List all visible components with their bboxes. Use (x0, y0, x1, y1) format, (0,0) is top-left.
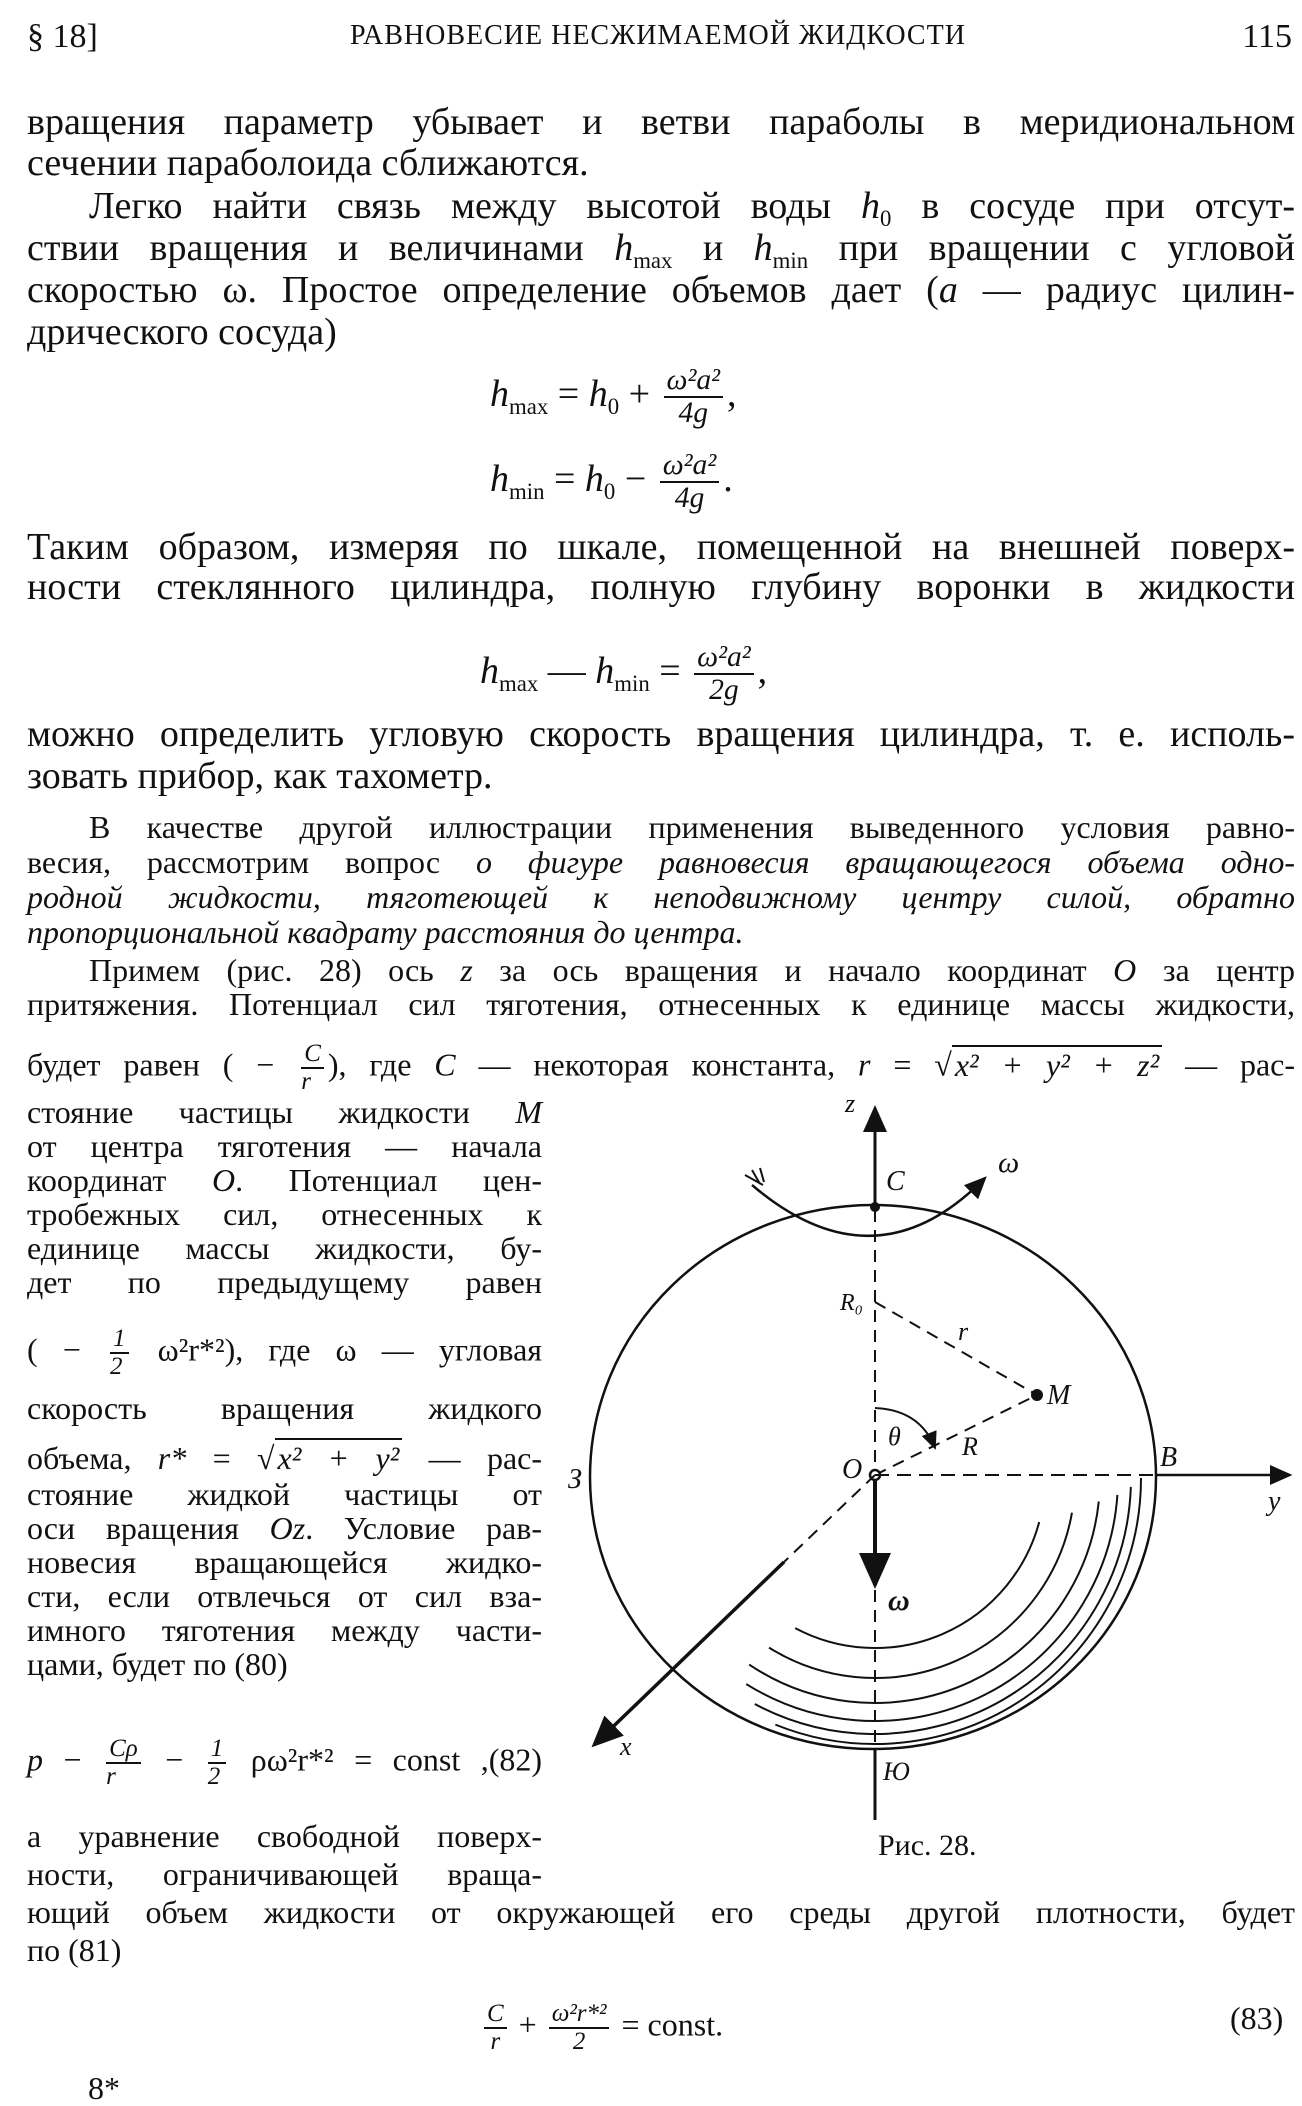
text: оси вращения (27, 1510, 270, 1546)
text: . Потенциал цен- (235, 1162, 542, 1198)
label-x: x (620, 1732, 632, 1761)
subscript: max (509, 393, 549, 419)
text: от центра тяготения — начала (27, 1128, 542, 1164)
numerator: ω²a² (694, 642, 754, 675)
label-y: y (1268, 1486, 1281, 1517)
numerator: 1 (208, 1736, 226, 1764)
text: тробежных сил, отнесенных к (27, 1196, 542, 1232)
text: за центр (1136, 952, 1296, 988)
label-omega-axis: ω (888, 1584, 910, 1617)
text: (83) (1230, 2000, 1284, 2036)
denominator: 4g (678, 397, 709, 430)
text: + (510, 2006, 545, 2043)
math-symbol: h (480, 649, 499, 692)
numerator: ω²a² (660, 450, 720, 483)
label-r: r (958, 1317, 969, 1346)
math-symbol: h (614, 227, 634, 269)
denominator: 2 (572, 2028, 586, 2056)
numerator: Cρ (106, 1736, 141, 1764)
text: координат (27, 1162, 212, 1198)
denominator: 4g (674, 482, 705, 515)
denominator: 2g (709, 674, 739, 707)
numerator: ω²a² (664, 365, 724, 398)
point-c (870, 1202, 880, 1212)
label-theta: θ (888, 1422, 901, 1451)
text: — радиус цилин- (957, 269, 1295, 311)
text: − (615, 457, 656, 500)
text: , (757, 649, 768, 692)
denominator: r (106, 1763, 116, 1791)
text: − (144, 1741, 204, 1778)
point-m (1031, 1389, 1043, 1401)
text: 8* (88, 2070, 120, 2106)
isobar-arc (755, 1487, 1131, 1734)
text: единице массы жидкости, бу- (27, 1230, 542, 1266)
running-title: РАВНОВЕСИЕ НЕСЖИМАЕМОЙ ЖИДКОСТИ (350, 20, 966, 51)
text: цами, будет по (80) (27, 1646, 288, 1682)
text: сечении параболоида сближаются. (27, 142, 589, 184)
text: стояние жидкой частицы от (27, 1476, 542, 1512)
math-symbol: p (27, 1741, 43, 1778)
subscript: max (499, 670, 539, 696)
text: = const. (613, 2006, 724, 2043)
text: дрического сосуда) (27, 311, 337, 353)
text: = √ (186, 1440, 275, 1476)
figure-caption: Рис. 28. (878, 1829, 977, 1862)
math-symbol: h (490, 372, 509, 415)
text: в сосуде при отсут- (891, 185, 1295, 227)
text: = (548, 372, 589, 415)
denominator: 2 (207, 1763, 221, 1791)
text: Примем (рис. 28) ось (89, 952, 461, 988)
text: — некоторая константа, (455, 1046, 859, 1083)
text: за ось вращения и начало координат (472, 952, 1114, 988)
label-m: M (1047, 1380, 1071, 1411)
numerator: C (301, 1041, 324, 1069)
numerator: ω²r*² (549, 2001, 610, 2029)
label-south: Ю (883, 1757, 910, 1786)
text: Таким образом, измеряя по шкале, помещенной на внешней поверх- (27, 526, 1295, 568)
math-symbol: пропорциональной квадрату расстояния до центра. (27, 914, 744, 950)
subscript: min (509, 478, 545, 504)
subscript: 0 (880, 205, 892, 231)
text: новесия вращающейся жидко- (27, 1544, 542, 1580)
math-symbol: h (490, 457, 509, 500)
denominator: r (490, 2028, 501, 2056)
subscript: min (772, 247, 809, 273)
text: по (81) (27, 1932, 122, 1968)
isobar-arc (795, 1522, 1039, 1648)
math-symbol: z (460, 952, 473, 988)
text: стояние частицы жидкости (27, 1094, 516, 1130)
math-symbol: родной жидкости, тяготеющей к неподвижному центру силой, обратно (27, 879, 1295, 915)
text: . Условие рав- (305, 1510, 543, 1546)
text: Легко найти связь между высотой воды (89, 185, 862, 227)
x-axis-dashed (784, 1475, 875, 1562)
text: сти, если отвлечься от сил вза- (27, 1578, 542, 1614)
text: ности стеклянного цилиндра, полную глубину воронки в жидкости (27, 566, 1295, 608)
text: ( − (27, 1331, 107, 1368)
text: ствии вращения и величинами (27, 227, 615, 269)
page-number: 115 (1242, 18, 1292, 55)
text: имного тяготения между части- (27, 1612, 542, 1648)
text: можно определить угловую скорость вращения цилиндра, т. е. исполь- (27, 713, 1295, 755)
section-number: § 18] (27, 18, 98, 55)
text: а уравнение свободной поверх- (27, 1818, 542, 1854)
text: вращения параметр убывает и ветви параболы в меридиональном (27, 101, 1295, 143)
math-symbol: C (434, 1046, 456, 1083)
denominator: 2 (110, 1353, 123, 1381)
text: ности, ограничивающей враща- (27, 1856, 542, 1892)
text: зовать прибор, как тахометр. (27, 755, 493, 797)
label-z: z (845, 1089, 856, 1118)
text: . (723, 457, 733, 500)
math-symbol: r (858, 1046, 871, 1083)
text: весия, рассмотрим вопрос (27, 844, 476, 880)
isobar-arcs (746, 1478, 1141, 1744)
label-c: C (886, 1166, 905, 1197)
text: = (649, 649, 691, 692)
label-big-r: R (962, 1432, 978, 1461)
theta-arc (875, 1408, 935, 1448)
text: — рас- (402, 1440, 543, 1476)
text: — (538, 649, 596, 692)
label-r0: R₀ (840, 1290, 864, 1316)
text: будет равен ( − (27, 1046, 298, 1083)
text: притяжения. Потенциал сил тяготения, отнесенных к единице массы жидкости, (27, 986, 1295, 1022)
denominator: r (301, 1068, 311, 1096)
math-symbol: O (1113, 952, 1137, 988)
text: — рас- (1162, 1046, 1296, 1083)
text: ρω²r*² = const ,(82) (230, 1741, 543, 1778)
isobar-arc (746, 1495, 1117, 1721)
text: скоростью ω. Простое определение объемов дает ( (27, 269, 939, 311)
math-symbol: M (515, 1094, 542, 1130)
numerator: C (484, 2001, 507, 2029)
text: дет по предыдущему равен (27, 1264, 542, 1300)
text: и (672, 227, 754, 269)
math-symbol: r* (157, 1440, 187, 1476)
radicand: x² + y² + z² (952, 1045, 1162, 1083)
text: ω²r*²), где ω — угловая (132, 1331, 542, 1368)
text: при вращении с угловой (808, 227, 1295, 269)
text: − (43, 1741, 103, 1778)
radicand: x² + y² (275, 1438, 403, 1476)
text: ющий объем жидкости от окружающей его среды другой плотности, будет (27, 1894, 1295, 1930)
math-symbol: a (938, 269, 958, 311)
numerator: 1 (110, 1326, 128, 1354)
x-axis (594, 1562, 784, 1745)
subscript: min (614, 670, 650, 696)
text: объема, (27, 1440, 158, 1476)
math-symbol: h (584, 457, 604, 500)
math-symbol: о фигуре равновесия вращающегося объема одно- (475, 844, 1296, 880)
text: В качестве другой иллюстрации применения выведенного условия равно- (89, 809, 1295, 845)
text: = (544, 457, 585, 500)
subscript: 0 (607, 393, 620, 419)
text: = √ (870, 1046, 952, 1083)
math-symbol: O (211, 1162, 236, 1198)
r-line (875, 1302, 1037, 1395)
math-symbol: Oz (269, 1510, 306, 1546)
isobar-arc (769, 1513, 1072, 1678)
label-omega-top: ω (998, 1146, 1020, 1179)
subscript: max (633, 247, 673, 273)
text: скорость вращения жидкого (27, 1390, 542, 1426)
subscript: 0 (603, 478, 616, 504)
math-symbol: h (753, 227, 773, 269)
label-o: O (842, 1454, 863, 1485)
text: , (727, 372, 737, 415)
text: + (619, 372, 660, 415)
label-west: З (568, 1464, 582, 1495)
text: ), где (327, 1046, 435, 1083)
math-symbol: h (588, 372, 608, 415)
math-symbol: h (595, 649, 615, 692)
rotation-arc (752, 1178, 985, 1236)
math-symbol: h (861, 185, 881, 227)
rotation-arc-tail (745, 1168, 764, 1185)
label-b: B (1160, 1442, 1178, 1473)
